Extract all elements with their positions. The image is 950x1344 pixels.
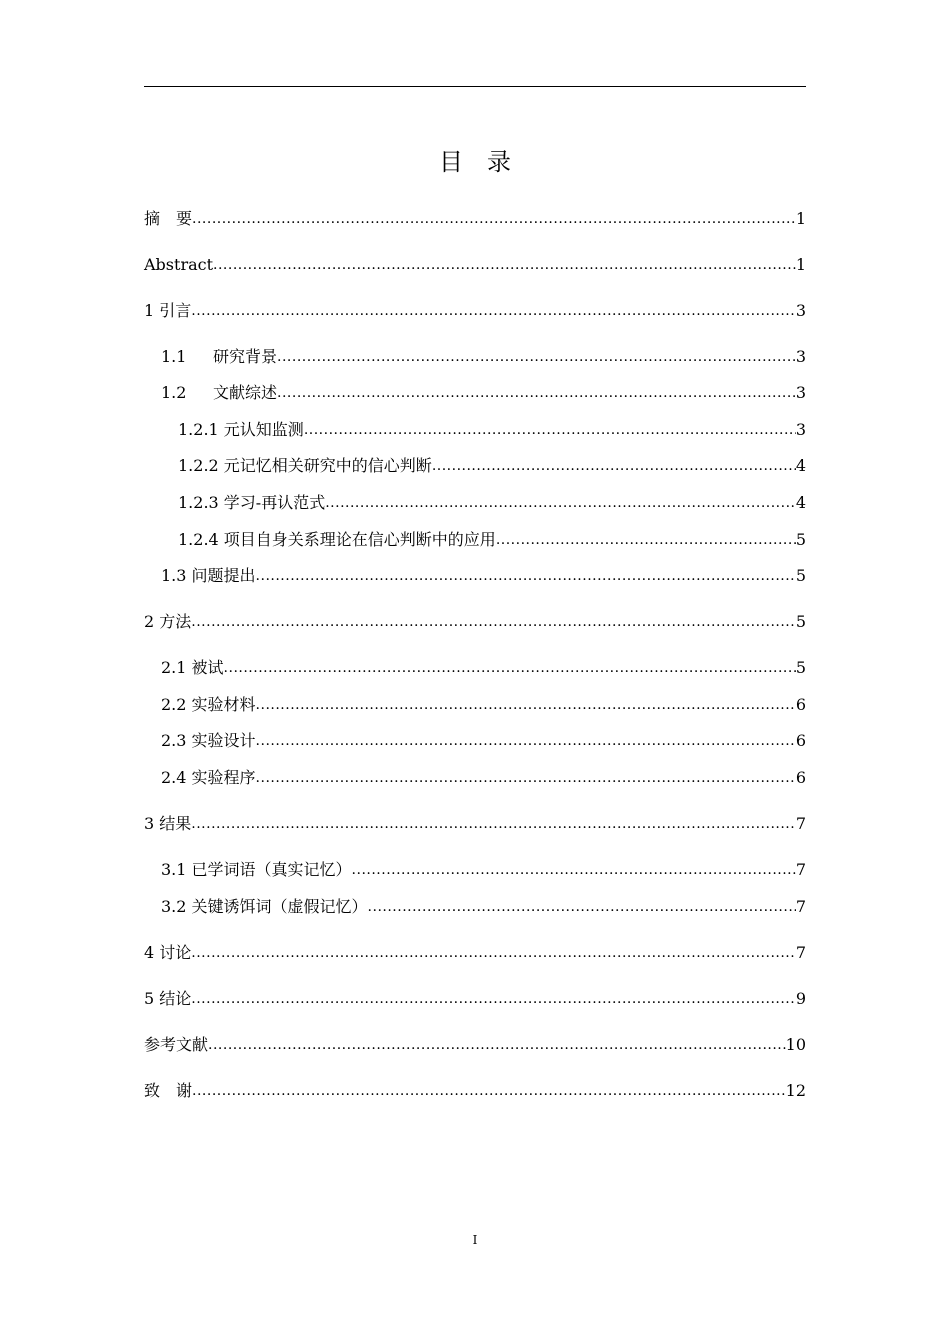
toc-entry-2-3[interactable]: [161, 729, 806, 753]
toc-entry-page: 3: [795, 347, 806, 366]
toc-entry-label: 2.2 实验材料: [161, 695, 256, 714]
toc-entry-page: 3: [795, 383, 806, 402]
toc-entry-label: 3.2 关键诱饵词（虚假记忆）: [161, 897, 368, 916]
toc-entry-page: 4: [795, 493, 806, 512]
toc-entry-2-1[interactable]: [161, 656, 806, 680]
toc-entry-page: 10: [785, 1035, 806, 1054]
toc-entry-label: 2.1 被试: [161, 658, 224, 677]
toc-leader: [256, 564, 796, 588]
toc-leader: [208, 1033, 786, 1057]
toc-entry-label: 1.2.4 项目自身关系理论在信心判断中的应用: [178, 530, 496, 549]
toc-entry-page: 3: [795, 301, 806, 320]
toc-entry-page: 5: [795, 566, 806, 585]
toc-entry-label: 1 引言: [144, 301, 192, 320]
toc-entry-2-2[interactable]: [161, 693, 806, 717]
toc-leader: [277, 345, 796, 369]
toc-entry-page: 12: [785, 1081, 806, 1100]
toc-entry-1-1[interactable]: [161, 345, 806, 369]
toc-entry-page: 6: [795, 768, 806, 787]
toc-leader: [256, 693, 796, 717]
page-title: 目 录: [439, 148, 511, 176]
toc-leader: [191, 610, 796, 634]
toc-leader: [191, 987, 796, 1011]
footer-page-number: I: [472, 1233, 478, 1247]
toc-entry-label: 3.1 已学词语（真实记忆）: [161, 860, 352, 879]
toc-entry-page: 4: [795, 456, 806, 475]
toc-entry-label: 文献综述: [213, 383, 278, 402]
toc-leader: [325, 491, 796, 515]
toc-entry-1-2-3[interactable]: [178, 491, 806, 515]
toc-entry-chapter-3[interactable]: [144, 812, 806, 836]
toc-entry-number: 1.2: [161, 383, 187, 402]
toc-entry-1-2-2[interactable]: [178, 454, 806, 478]
toc-entry-label: 1.2.2 元记忆相关研究中的信心判断: [178, 456, 432, 475]
toc-entry-1-2-4[interactable]: [178, 528, 806, 552]
toc-entry-label: 2 方法: [144, 612, 192, 631]
toc-entry-3-2[interactable]: [161, 895, 806, 919]
toc-entry-chapter-2[interactable]: [144, 610, 806, 634]
toc-entry-label: Abstract: [144, 255, 214, 274]
toc-entry-chapter-4[interactable]: [144, 941, 806, 965]
toc-leader: [191, 941, 796, 965]
toc-leader: [192, 207, 796, 231]
toc-entry-page: 6: [795, 731, 806, 750]
toc-entry-label: 3 结果: [144, 814, 192, 833]
toc-entry-label: 4 讨论: [144, 943, 192, 962]
toc-entry-label: 2.3 实验设计: [161, 731, 256, 750]
toc-entry-page: 7: [795, 860, 806, 879]
toc-entry-label: 致 谢: [144, 1081, 193, 1100]
toc-entry-label: 1.3 问题提出: [161, 566, 256, 585]
toc-entry-1-2-1[interactable]: [178, 418, 806, 442]
toc-entry-label: 参考文献: [144, 1035, 209, 1054]
toc-leader: [192, 1079, 786, 1103]
toc-entry-page: 1: [795, 209, 806, 228]
toc-leader: [432, 454, 796, 478]
toc-leader: [352, 858, 796, 882]
toc-entry-page: 5: [795, 530, 806, 549]
toc-entry-label: 2.4 实验程序: [161, 768, 256, 787]
toc-entry-references[interactable]: [144, 1033, 806, 1057]
toc-leader: [496, 528, 796, 552]
toc-entry-label: 1.2.3 学习-再认范式: [178, 493, 326, 512]
toc-leader: [224, 656, 796, 680]
toc-leader: [256, 729, 796, 753]
toc-leader: [191, 299, 796, 323]
toc-entry-acknowledgements[interactable]: [144, 1079, 806, 1103]
toc-entry-1-3[interactable]: [161, 564, 806, 588]
toc-entry-label: 1.2.1 元认知监测: [178, 420, 304, 439]
toc-entry-page: 9: [795, 989, 806, 1008]
toc-entry-page: 7: [795, 897, 806, 916]
toc-entry-abstract-en[interactable]: [144, 253, 806, 277]
toc-leader: [256, 766, 796, 790]
toc-entry-label: 5 结论: [144, 989, 192, 1008]
toc-entry-abstract-cn[interactable]: [144, 207, 806, 231]
toc-entry-label: 研究背景: [213, 347, 278, 366]
toc-leader: [304, 418, 796, 442]
toc-entry-1-2[interactable]: [161, 381, 806, 405]
toc-entry-chapter-5[interactable]: [144, 987, 806, 1011]
toc-entry-3-1[interactable]: [161, 858, 806, 882]
toc-entry-2-4[interactable]: [161, 766, 806, 790]
toc-entry-page: 7: [795, 814, 806, 833]
toc-entry-page: 5: [795, 612, 806, 631]
toc-entry-page: 7: [795, 943, 806, 962]
toc-entry-page: 1: [795, 255, 806, 274]
toc-entry-number: 1.1: [161, 347, 187, 366]
toc-leader: [191, 812, 796, 836]
toc-entry-page: 3: [795, 420, 806, 439]
toc-leader: [213, 253, 796, 277]
toc-leader: [368, 895, 796, 919]
toc-entry-label: 摘 要: [144, 209, 193, 228]
toc-leader: [277, 381, 796, 405]
toc-entry-chapter-1[interactable]: [144, 299, 806, 323]
toc-entry-page: 6: [795, 695, 806, 714]
toc-entry-page: 5: [795, 658, 806, 677]
